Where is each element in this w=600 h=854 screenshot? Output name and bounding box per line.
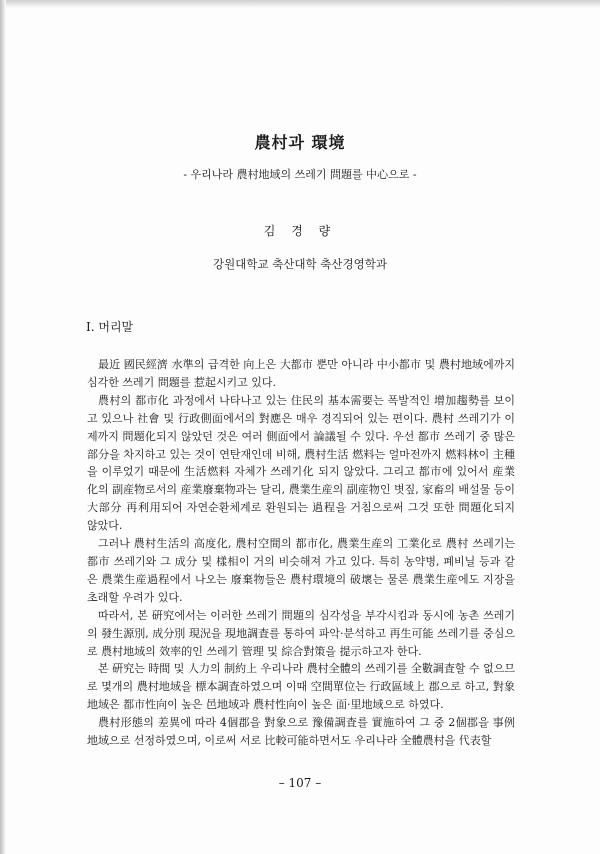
paragraph: 그러나 農村生活의 高度化, 農村空間의 都市化, 農業生産의 工業化로 農村 쓰레기는 都市 쓰레기와 그 成分 및 樣相이 거의 비슷해져 가고 있다. 특히 농약병, 폐비닐 등과 같은 農業生産過程에서 나오는 廢棄物들은 農村環境의 破壞는 물론 農業生産에도 지장을 초래할 우려가 있다.: [87, 537, 515, 604]
page-number: – 107 –: [278, 776, 322, 790]
paragraph: 最近 國民經濟 水準의 급격한 向上은 大都市 뿐만 아니라 中小都市 및 農村地域에까지 심각한 쓰레기 問題를 惹起시키고 있다.: [87, 358, 515, 389]
body-text: [87, 356, 515, 750]
paragraph: 農村形態의 差異에 따라 4個郡을 對象으로 豫備調査를 實施하여 그 중 2個郡을 事例地域으로 선정하였으며, 이로써 서로 比較可能하면서도 우리나라 全體農村을 代表할: [87, 716, 515, 748]
paper-subtitle: - 우리나라 農村地域의 쓰레기 問題를 中心으로 -: [183, 168, 417, 181]
scan-edge-shadow-left: [0, 0, 6, 854]
paragraph: 農村의 都市化 과정에서 나타나고 있는 住民의 基本需要는 폭발적인 增加趨勢를 보이고 있으나 社會 및 行政側面에서의 對應은 매우 경직되어 있는 편이다. 農村 쓰레기가 이제까지 問題化되지 않았던 것은 여러 側面에서 論議될 수 있다. 우선 都市 쓰레기 중 많은 部分을 차지하고 있는 것이 연탄재인데 비해, 農村生活 燃料는 얼마전까지 燃料林이 主種을 이루었기 때문에 生活燃料 자체가 쓰레기化 되지 않았다. 그리고 都市에 있어서 産業化의 副産物로서의 産業廢棄物과는 달리, 農業生産의 副産物인 볏짚, 家畜의 배설물 등이 大部分 再利用되어 자연순환체계로 환원되는 過程을 거침으로써 그것 또한 問題化되지 않았다.: [87, 393, 515, 533]
author-affiliation: 강원대학교 축산대학 축산경영학과: [213, 257, 387, 271]
section-heading: Ⅰ. 머리말: [86, 320, 134, 334]
paragraph: 본 硏究는 時間 및 人力의 制約上 우리나라 農村全體의 쓰레기를 全數調査할 수 없으므로 몇개의 農村地域을 標本調査하였으며 이때 空間單位는 行政區域上 郡으로 하고, 對象地域은 都市性向이 높은 邑地域과 農村性向이 높은 面·里地域으로 하였다.: [87, 662, 515, 712]
paper-title: 農村과 環境: [254, 133, 346, 152]
scan-edge-shadow: [0, 0, 600, 8]
author-name: 김 경 량: [263, 224, 337, 238]
paragraph: 따라서, 본 硏究에서는 이러한 쓰레기 問題의 심각성을 부각시킴과 동시에 농촌 쓰레기의 發生源別, 成分別 現況을 現地調査를 통하여 파악·분석하고 再生可能 쓰레기를 중심으로 農村地域의 效率的인 쓰레기 管理 및 綜合對策을 提示하고자 한다.: [87, 608, 515, 658]
